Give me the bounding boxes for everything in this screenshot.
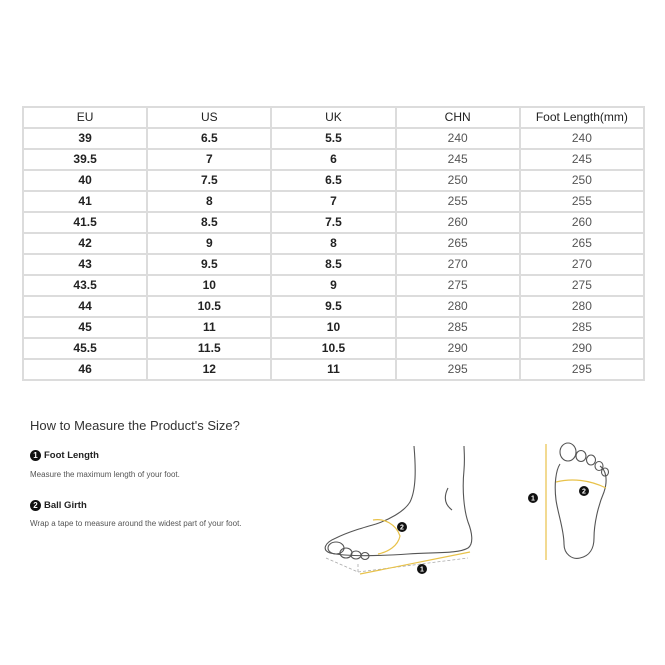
table-row	[23, 317, 644, 338]
ball-girth-line	[556, 480, 606, 488]
table-cell: 255	[396, 191, 520, 212]
table-cell: 44	[23, 296, 147, 317]
table-cell: 41	[23, 191, 147, 212]
table-cell: 7	[147, 149, 271, 170]
table-cell: 10	[147, 275, 271, 296]
table-body	[23, 128, 644, 380]
table-cell: 9	[147, 233, 271, 254]
column-header: UK	[271, 107, 395, 128]
table-cell: 275	[520, 275, 644, 296]
table-cell: 5.5	[271, 128, 395, 149]
step-foot-length-description: Measure the maximum length of your foot.	[30, 470, 180, 479]
column-header: EU	[23, 107, 147, 128]
table-cell: 245	[396, 149, 520, 170]
table-cell: 8.5	[271, 254, 395, 275]
table-cell: 245	[520, 149, 644, 170]
table-cell: 7	[271, 191, 395, 212]
table-cell: 9	[271, 275, 395, 296]
table-header-row	[23, 107, 644, 128]
ball-girth-tape	[373, 520, 400, 554]
step-ball-girth-description: Wrap a tape to measure around the widest part of your foot.	[30, 519, 242, 528]
table-row	[23, 233, 644, 254]
table-cell: 7.5	[147, 170, 271, 191]
table-row	[23, 338, 644, 359]
table-cell: 8	[147, 191, 271, 212]
table-cell: 265	[396, 233, 520, 254]
table-row	[23, 275, 644, 296]
table-cell: 295	[520, 359, 644, 380]
table-cell: 255	[520, 191, 644, 212]
table-cell: 6.5	[271, 170, 395, 191]
step-title-text: Ball Girth	[44, 500, 87, 511]
size-chart-table	[22, 106, 645, 381]
table-cell: 260	[396, 212, 520, 233]
table-cell: 265	[520, 233, 644, 254]
table-cell: 11	[147, 317, 271, 338]
ankle-line	[445, 488, 452, 510]
table-cell: 280	[520, 296, 644, 317]
table-cell: 8.5	[147, 212, 271, 233]
table-cell: 280	[396, 296, 520, 317]
table-cell: 8	[271, 233, 395, 254]
column-header: Foot Length(mm)	[520, 107, 644, 128]
table-cell: 240	[520, 128, 644, 149]
table-cell: 9.5	[271, 296, 395, 317]
step-foot-length-title	[30, 450, 99, 461]
table-cell: 285	[396, 317, 520, 338]
table-cell: 39	[23, 128, 147, 149]
table-cell: 41.5	[23, 212, 147, 233]
table-cell: 43.5	[23, 275, 147, 296]
table-cell: 10	[271, 317, 395, 338]
table-cell: 275	[396, 275, 520, 296]
table-cell: 6.5	[147, 128, 271, 149]
column-header: CHN	[396, 107, 520, 128]
table-cell: 10.5	[271, 338, 395, 359]
table-cell: 40	[23, 170, 147, 191]
step-title-text: Foot Length	[44, 450, 99, 461]
table-cell: 290	[520, 338, 644, 359]
table-cell: 7.5	[271, 212, 395, 233]
big-toe-shape	[560, 443, 576, 461]
table-cell: 46	[23, 359, 147, 380]
table-cell: 10.5	[147, 296, 271, 317]
foot-top-view-illustration	[520, 440, 620, 565]
column-header: US	[147, 107, 271, 128]
marker-1-label: 1	[531, 495, 535, 503]
toe-shape	[340, 548, 352, 558]
table-cell: 9.5	[147, 254, 271, 275]
table-cell: 250	[520, 170, 644, 191]
table-row	[23, 359, 644, 380]
table-cell: 12	[147, 359, 271, 380]
table-row	[23, 149, 644, 170]
table-cell: 295	[396, 359, 520, 380]
table-cell: 290	[396, 338, 520, 359]
table-cell: 270	[520, 254, 644, 275]
table-row	[23, 296, 644, 317]
sole-outline	[555, 464, 606, 558]
howto-title: How to Measure the Product's Size?	[30, 418, 240, 433]
table-cell: 11.5	[147, 338, 271, 359]
table-row	[23, 254, 644, 275]
marker-1-label: 1	[420, 566, 424, 574]
toe-shape	[587, 455, 596, 465]
toe-shape	[595, 462, 603, 471]
number-2-icon: 2	[30, 500, 41, 511]
table-row	[23, 191, 644, 212]
marker-2-label: 2	[582, 488, 586, 496]
toe-shape	[576, 451, 586, 462]
table-row	[23, 212, 644, 233]
marker-2-label: 2	[400, 524, 404, 532]
base-dashed-line	[326, 558, 468, 572]
table-cell: 270	[396, 254, 520, 275]
table-cell: 45.5	[23, 338, 147, 359]
table-cell: 39.5	[23, 149, 147, 170]
table-cell: 43	[23, 254, 147, 275]
toe-shape	[328, 542, 344, 554]
foot-side-view-illustration	[318, 440, 478, 580]
step-ball-girth-title	[30, 500, 87, 511]
table-cell: 42	[23, 233, 147, 254]
table-cell: 285	[520, 317, 644, 338]
number-1-icon: 1	[30, 450, 41, 461]
table-cell: 6	[271, 149, 395, 170]
table-cell: 45	[23, 317, 147, 338]
table-row	[23, 170, 644, 191]
table-cell: 250	[396, 170, 520, 191]
table-cell: 260	[520, 212, 644, 233]
table-row	[23, 128, 644, 149]
table-cell: 240	[396, 128, 520, 149]
table-cell: 11	[271, 359, 395, 380]
